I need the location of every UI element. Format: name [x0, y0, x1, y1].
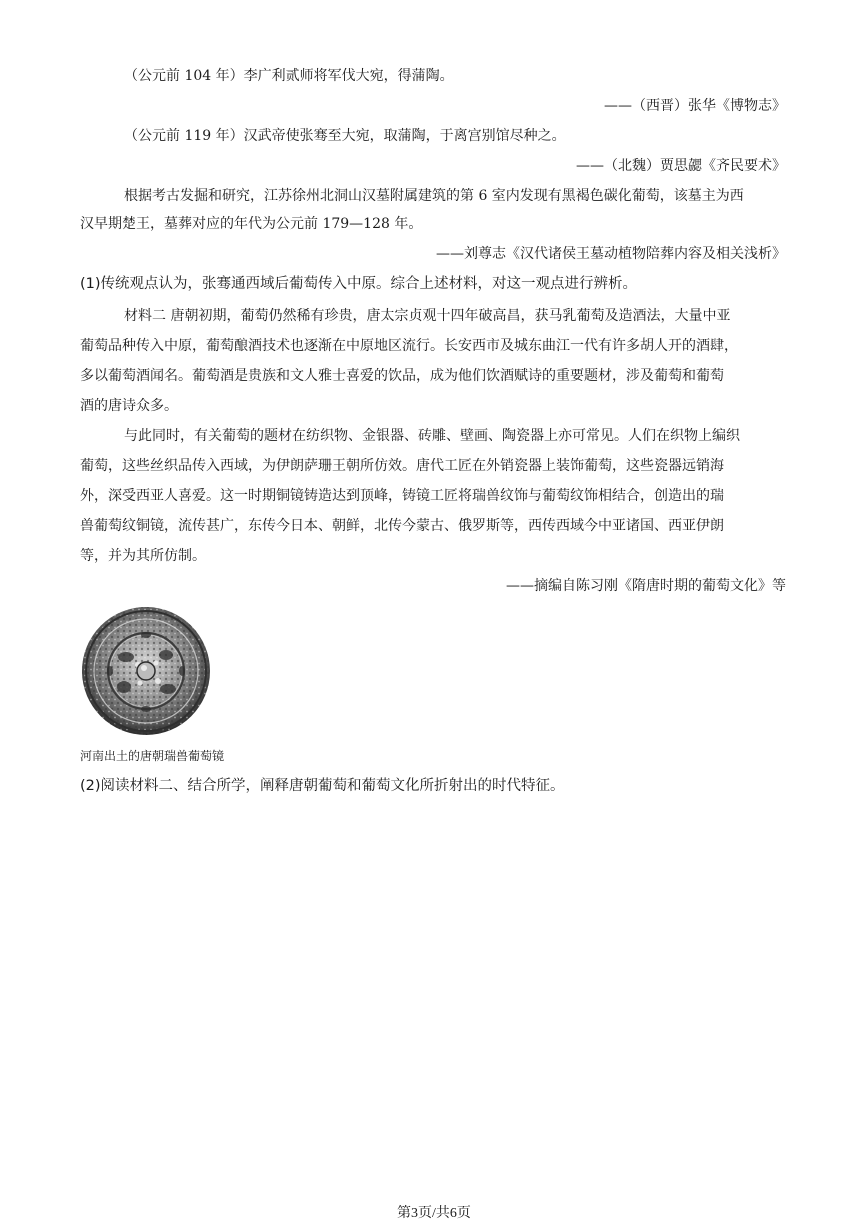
material2-paragraph-2-line-1: 与此同时，有关葡萄的题材在纺织物、金银器、砖雕、壁画、陶瓷器上亦可常见。人们在织物上编织	[124, 428, 740, 444]
material2-source: ——摘编自陈习刚《隋唐时期的葡萄文化》等	[506, 578, 786, 594]
material2-paragraph-1-line-4: 酒的唐诗众多。	[80, 398, 178, 414]
material1-paragraph-3-line-1: 根据考古发掘和研究，江苏徐州北洞山汉墓附属建筑的第 6 室内发现有黑褐色碳化葡萄，该墓主为西	[124, 188, 744, 204]
material1-source-1: ——（西晋）张华《博物志》	[604, 98, 786, 114]
material2-paragraph-2-line-2: 葡萄，这些丝织品传入西域，为伊朗萨珊王朝所仿效。唐代工匠在外销瓷器上装饰葡萄，这些瓷器远销海	[80, 458, 724, 474]
material2-paragraph-2-line-5: 等，并为其所仿制。	[80, 548, 206, 564]
material1-source-2: ——（北魏）贾思勰《齐民要术》	[576, 158, 786, 174]
question-2: (2)阅读材料二、结合所学，阐释唐朝葡萄和葡萄文化所折射出的时代特征。	[80, 778, 565, 794]
material1-paragraph-3-line-2: 汉早期楚王，墓葬对应的年代为公元前 179—128 年。	[80, 216, 423, 232]
material2-paragraph-1-line-2: 葡萄品种传入中原，葡萄酿酒技术也逐渐在中原地区流行。长安西市及城东曲江一代有许多胡人开的酒肆，	[80, 338, 738, 354]
material1-source-3: ——刘尊志《汉代诸侯王墓动植物陪葬内容及相关浅析》	[436, 246, 786, 262]
material2-paragraph-1-line-1: 材料二 唐朝初期，葡萄仍然稀有珍贵，唐太宗贞观十四年破高昌，获马乳葡萄及造酒法，大量中亚	[124, 308, 731, 324]
page-number: 第3页/共6页	[397, 1206, 471, 1221]
material1-paragraph-1: （公元前 104 年）李广利贰师将军伐大宛，得蒲陶。	[124, 68, 454, 84]
material2-paragraph-2-line-4: 兽葡萄纹铜镜，流传甚广，东传今日本、朝鲜，北传今蒙古、俄罗斯等，西传西域今中亚诸国、西亚伊朗	[80, 518, 724, 534]
material1-paragraph-2: （公元前 119 年）汉武帝使张骞至大宛，取蒲陶，于离宫别馆尽种之。	[124, 128, 566, 144]
material2-paragraph-1-line-3: 多以葡萄酒闻名。葡萄酒是贵族和文人雅士喜爱的饮品，成为他们饮酒赋诗的重要题材，涉及葡萄和葡萄	[80, 368, 724, 384]
material2-paragraph-2-line-3: 外，深受西亚人喜爱。这一时期铜镜铸造达到顶峰，铸镜工匠将瑞兽纹饰与葡萄纹饰相结合，创造出的瑞	[80, 488, 724, 504]
question-1: (1)传统观点认为，张骞通西域后葡萄传入中原。综合上述材料，对这一观点进行辨析。	[80, 276, 638, 292]
bronze-mirror-image	[80, 605, 212, 737]
figure-caption: 河南出土的唐朝瑞兽葡萄镜	[80, 749, 225, 763]
